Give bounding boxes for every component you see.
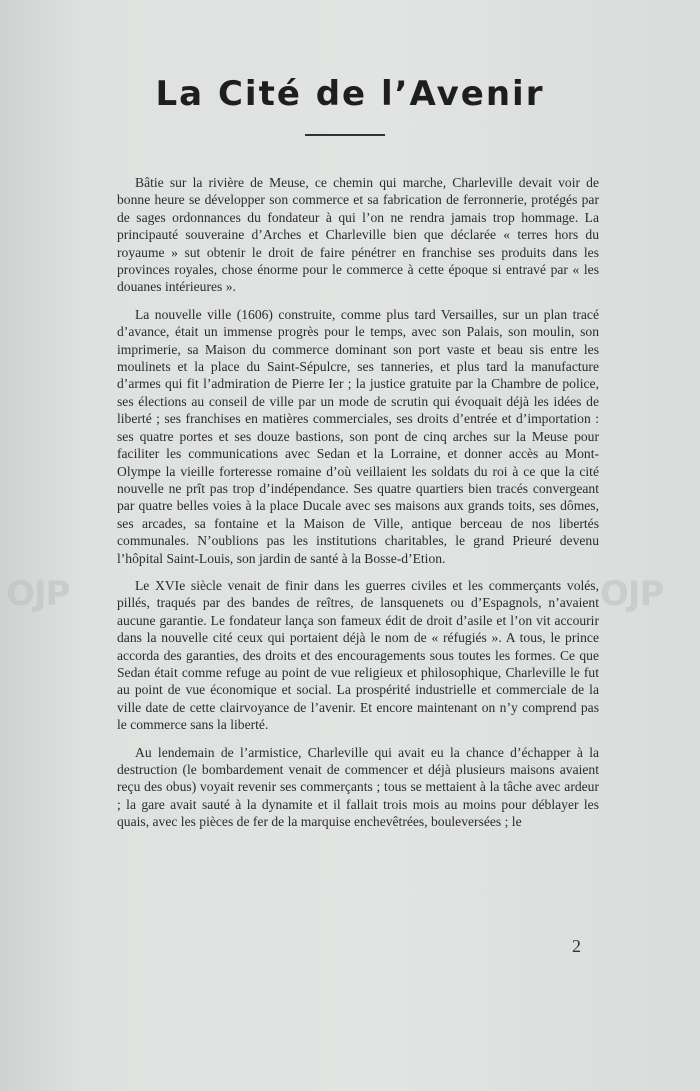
- watermark-left: OJP: [6, 574, 70, 614]
- page-number: 2: [572, 936, 581, 956]
- title-divider: [305, 134, 385, 136]
- watermark-right: OJP: [600, 574, 664, 614]
- paragraph-2: La nouvelle ville (1606) construite, comme plus tard Versailles, sur un plan tracé d’avance, était un immense progrès pour le temps, avec son Palais, son moulin, son imprimerie, sa Maison du commerce dominant son port vaste et beau sis entre les moulinets et la place du Saint-Sépulcre, ses tanneries, et plus tard la manufacture d’armes qui fit l’admiration de Pierre Ier ; la justice gratuite par la Chambre de police, ses élections au conseil de ville par un mode de scrutin qui évoquait déjà les idées de liberté ; ses franchises en matières commerciales, ses droits d’entrée et d’importation : ses quatre portes et ses douze bastions, son pont de cinq arches sur la Meuse pour faciliter les communications avec Sedan et la Lorraine, et donner accès au Mont-Olympe la vieille forteresse romaine d’où veillaient les soldats du roi à ce que la cité nouvelle ne prît pas trop d’indépendance. Ses quatre quartiers bien tracés convergeant par quatre belles voies à la place Ducale avec ses maisons aux grands toits, ses dômes, ses arcades, sa fontaine et la Maison de Ville, antique berceau de nos libertés communales. N’oublions pas les institutions charitables, le grand Prieuré devenu l’hôpital Saint-Louis, son jardin de santé à la Bosse-d’Etion.: [117, 306, 599, 566]
- paragraph-1: Bâtie sur la rivière de Meuse, ce chemin qui marche, Charleville devait voir de bonne heure se développer son commerce et sa fabrication de ferronnerie, protégés par de sages ordonnances du fondateur à qui l’on ne rendra jamais trop hommage. La principauté souveraine d’Arches et Charleville bien que déclarée « terres hors du royaume » sut obtenir le droit de faire pénétrer en franchise ses produits dans les provinces royales, chose énorme pour le commerce à cette époque si entravé par « les douanes intérieures ».: [117, 175, 599, 295]
- paragraph-3: Le XVIe siècle venait de finir dans les guerres civiles et les commerçants volés, pillés, traqués par des bandes de reîtres, de lansquenets ou d’Espagnols, n’avaient aucune garantie. Le fondateur lança son fameux édit de droit d’asile et l’on vit accourir dans la nouvelle cité ceux qui portaient déjà le nom de « réfugiés ». A tous, le prince accorda des garanties, des droits et des encouragements sous toutes les formes. Ce que Sedan était comme refuge au point de vue religieux et philosophique, Charleville le fut au point de vue économique et social. La prospérité industrielle et commerciale de la ville date de cette clairvoyance de l’avenir. Et encore maintenant on n’y comprend pas le commerce sans la liberté.: [117, 577, 599, 733]
- paragraph-4: Au lendemain de l’armistice, Charleville qui avait eu la chance d’échapper à la destruction (le bombardement venait de commencer et déjà plusieurs maisons avaient reçu des obus) voyait revenir ses commerçants ; tous se mettaient à la tâche avec ardeur ; la gare avait sauté à la dynamite et il fallait trois mois au moins pour déblayer les quais, avec les pièces de fer de la marquise enchevêtrées, bouleversées ; le: [117, 744, 599, 830]
- article-body: [117, 174, 599, 841]
- page-title: La Cité de l’Avenir: [155, 74, 545, 114]
